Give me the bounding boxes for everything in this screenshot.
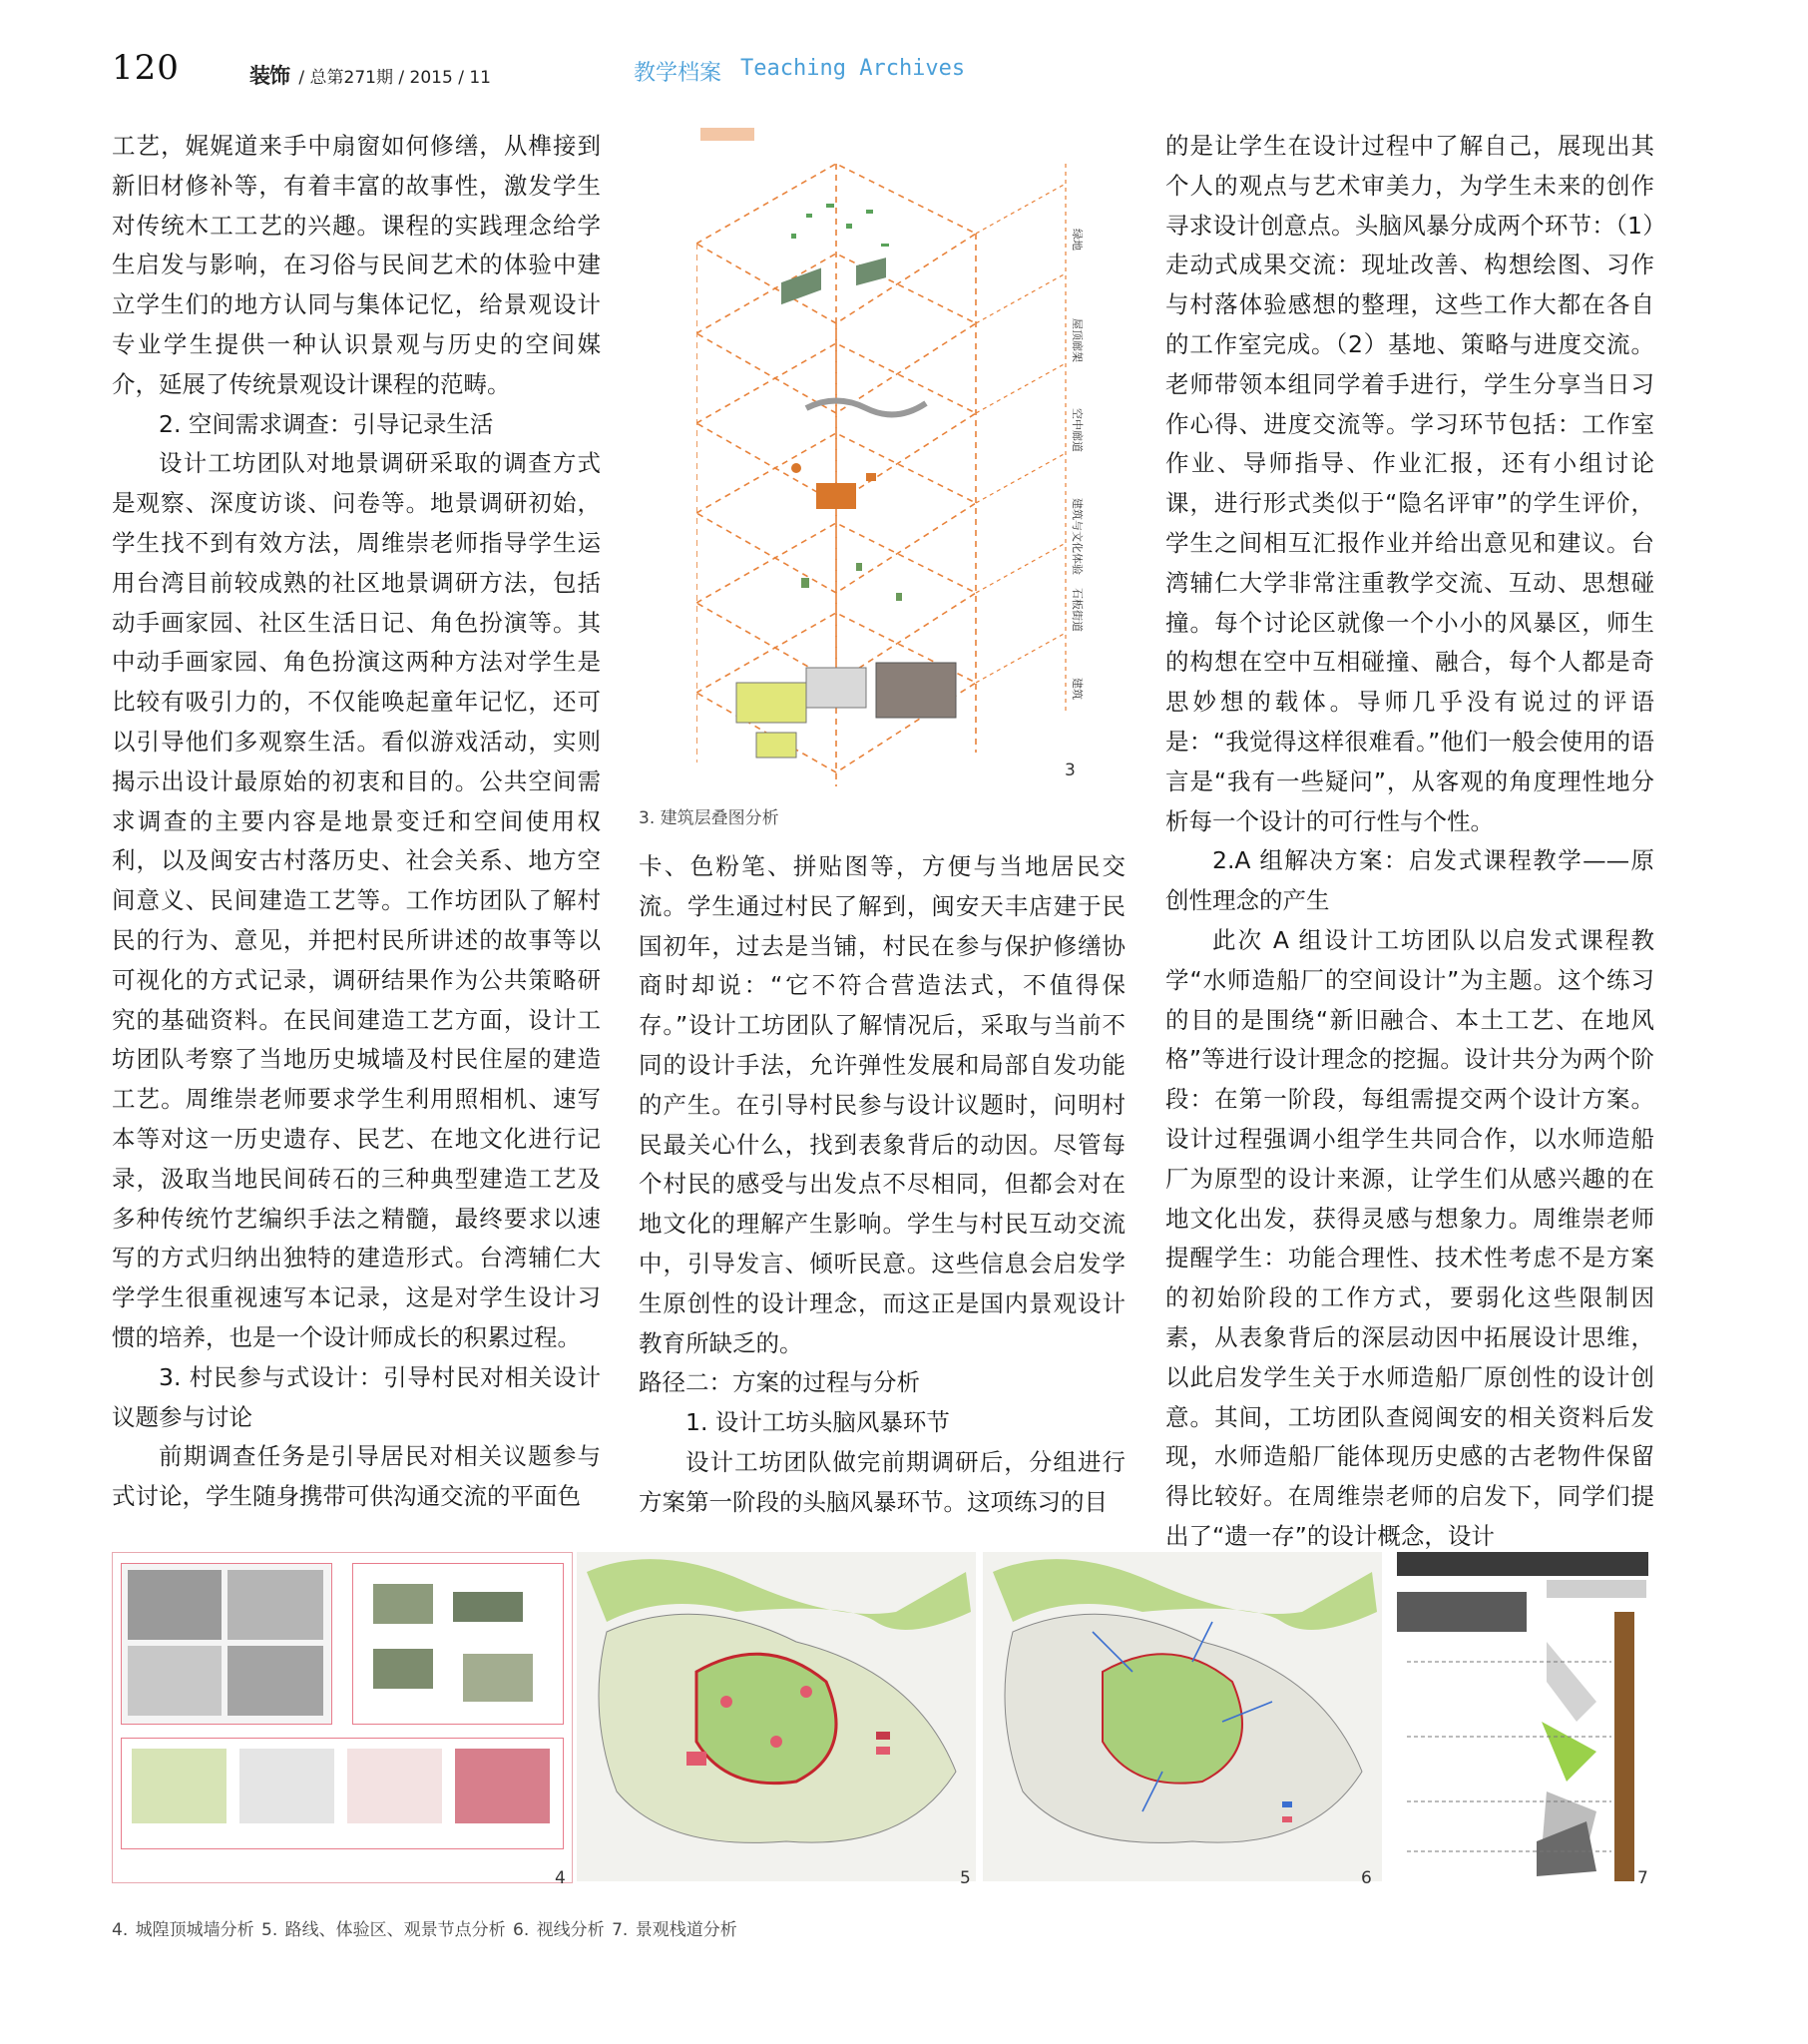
- block-models: [352, 1563, 564, 1725]
- text-column-3: [1165, 127, 1654, 1557]
- section-title-en: Teaching Archives: [740, 56, 966, 81]
- paragraph: 此次 A 组设计工坊团队以启发式课程教学“水师造船厂的空间设计”为主题。这个练习的目的是围绕“新旧融合、本土工艺、在地风格”等进行设计理念的挖掘。设计共分为两个阶段：在第一阶段，每组需提交两个设计方案。设计过程强调小组学生共同合作，以水师造船厂为原型的设计来源，让学生们从感兴趣的在地文化出发，获得灵感与想象力。周维崇老师提醒学生：功能合理性、技术性考虑不是方案的初始阶段的工作方式，要弱化这些限制因素，从表象背后的深层动因中拓展设计思维，以此启发学生关于水师造船厂原创性的设计创意。其间，工坊团队查阅闽安的相关资料后发现，水师造船厂能体现历史感的古老物件保留得比较好。在周维崇老师的启发下，同学们提出了“遗一存”的设计概念，设计: [1165, 925, 1654, 1550]
- paragraph: 的是让学生在设计过程中了解自己，展现出其个人的观点与艺术审美力，为学生未来的创作寻求设计创意点。头脑风暴分成两个环节：（1）走动式成果交流：现址改善、构想绘图、习作与村落体验感想的整理，这些工作大都在各自的工作室完成。（2）基地、策略与进度交流。老师带领本组同学着手进行，学生分享当日习作心得、进度交流等。学习环节包括：工作室作业、导师指导、作业汇报，还有小组讨论课，进行形式类似于“隐名评审”的学生评价，学生之间相互汇报作业并给出意见和建议。台湾辅仁大学非常注重教学交流、互动、思想碰撞。每个讨论区就像一个小小的风暴区，师生的构想在空中互相碰撞、融合，每个人都是奇思妙想的载体。导师几乎没有说过的评语是：“我觉得这样很难看。”他们一般会使用的语言是“我有一些疑问”，从客观的角度理性地分析每一个设计的可行性与个性。: [1165, 132, 1654, 835]
- issue-label: / 总第271期 / 2015 / 11: [298, 68, 491, 88]
- subheading: 2.A 组解决方案：启发式课程教学——原创性理念的产生: [1165, 846, 1654, 915]
- journal-logo: 装饰: [249, 64, 289, 88]
- figure-number: 7: [1637, 1868, 1648, 1888]
- subheading: 2. 空间需求调查：引导记录生活: [159, 409, 494, 438]
- figure-number: 3: [1065, 761, 1076, 780]
- paragraph: 卡、色粉笔、拼贴图等，方便与当地居民交流。学生通过村民了解到，闽安天丰店建于民国初年，过去是当铺，村民在参与保护修缮协商时却说：“它不符合营造法式，不值得保存。”设计工坊团队了解情况后，采取与当前不同的设计手法，允许弹性发展和局部自发功能的产生。在引导村民参与设计议题时，问明村民最关心什么，找到表象背后的动因。尽管每个村民的感受与出发点不尽相同，但都会对在地文化的理解产生影响。学生与村民互动交流中，引导发言、倾听民意。这些信息会启发学生原创性的设计理念，而这正是国内景观设计教育所缺乏的。: [639, 852, 1126, 1357]
- figure-3-caption: 3. 建筑层叠图分析: [639, 808, 779, 828]
- layer-label: 空中廊道: [1071, 408, 1084, 452]
- paragraph: 前期调查任务是引导居民对相关议题参与式讨论，学生随身携带可供沟通交流的平面色: [112, 1442, 601, 1511]
- diagram-tag: [700, 128, 754, 141]
- section-heading: 路径二：方案的过程与分析: [639, 1368, 920, 1397]
- layer-label: 石板街道: [1071, 588, 1084, 632]
- figure-number: 4: [555, 1868, 566, 1888]
- subheading: 1. 设计工坊头脑风暴环节: [685, 1408, 950, 1437]
- figure-6-sightline-map: [983, 1552, 1382, 1881]
- layer-label: 屋顶廊架: [1071, 318, 1084, 362]
- section-title-cn: 教学档案: [634, 61, 722, 86]
- paragraph: 设计工坊团队做完前期调研后，分组进行方案第一阶段的头脑风暴环节。这项练习的目: [639, 1447, 1126, 1516]
- figures-4-7-caption: 4. 城隍顶城墙分析 5. 路线、体验区、观景节点分析 6. 视线分析 7. 景观栈道分析: [112, 1920, 737, 1940]
- figure-4-city-wall: [112, 1552, 573, 1883]
- page-number: 120: [112, 48, 180, 88]
- text-column-2: [639, 847, 1126, 1523]
- text-column-1: [112, 127, 601, 1517]
- layer-label: 绿地: [1071, 229, 1084, 251]
- paragraph: 设计工坊团队对地景调研采取的调查方式是观察、深度访谈、问卷等。地景调研初始，学生找不到有效方法，周维崇老师指导学生运用台湾目前较成熟的社区地景调研方法，包括动手画家园、社区生活日记、角色扮演等。其中动手画家园、角色扮演这两种方法对学生是比较有吸引力的，不仅能唤起童年记忆，还可以引导他们多观察生活。看似游戏活动，实则揭示出设计最原始的初衷和目的。公共空间需求调查的主要内容是地景变迁和空间使用权利，以及闽安古村落历史、社会关系、地方空间意义、民间建造工艺等。工作坊团队了解村民的行为、意见，并把村民所讲述的故事等以可视化的方式记录，调研结果作为公共策略研究的基础资料。在民间建造工艺方面，设计工坊团队考察了当地历史城墙及村民住屋的建造工艺。周维崇老师要求学生利用照相机、速写本等对这一历史遗存、民艺、在地文化进行记录，汲取当地民间砖石的三种典型建造工艺及多种传统竹艺编织手法之精髓，最终要求以速写的方式归纳出独特的建造形式。台湾辅仁大学学生很重视速写本记录，这是对学生设计习惯的培养，也是一个设计师成长的积累过程。: [112, 449, 601, 1351]
- figure-3-building-layers: [696, 124, 1096, 786]
- figure-number: 6: [1361, 1868, 1372, 1888]
- map-sequence: [121, 1738, 564, 1849]
- figure-7-boardwalk: [1397, 1552, 1648, 1881]
- subheading: 3. 村民参与式设计：引导村民对相关设计议题参与讨论: [112, 1362, 601, 1431]
- figure-5-route-map: [577, 1552, 976, 1881]
- layer-diagram: [696, 124, 1096, 786]
- figure-number: 5: [960, 1868, 971, 1888]
- paragraph: 工艺，娓娓道来手中扇窗如何修缮，从榫接到新旧材修补等，有着丰富的故事性，激发学生对传统木工工艺的兴趣。课程的实践理念给学生启发与影响，在习俗与民间艺术的体验中建立学生们的地方认同与集体记忆，给景观设计专业学生提供一种认识景观与历史的空间媒介，延展了传统景观设计课程的范畴。: [112, 132, 601, 398]
- layer-label: 建筑与文化体验: [1071, 498, 1084, 575]
- journal-issue: [249, 60, 491, 90]
- photo-grid: [121, 1563, 332, 1725]
- layer-label: 建筑: [1071, 678, 1084, 700]
